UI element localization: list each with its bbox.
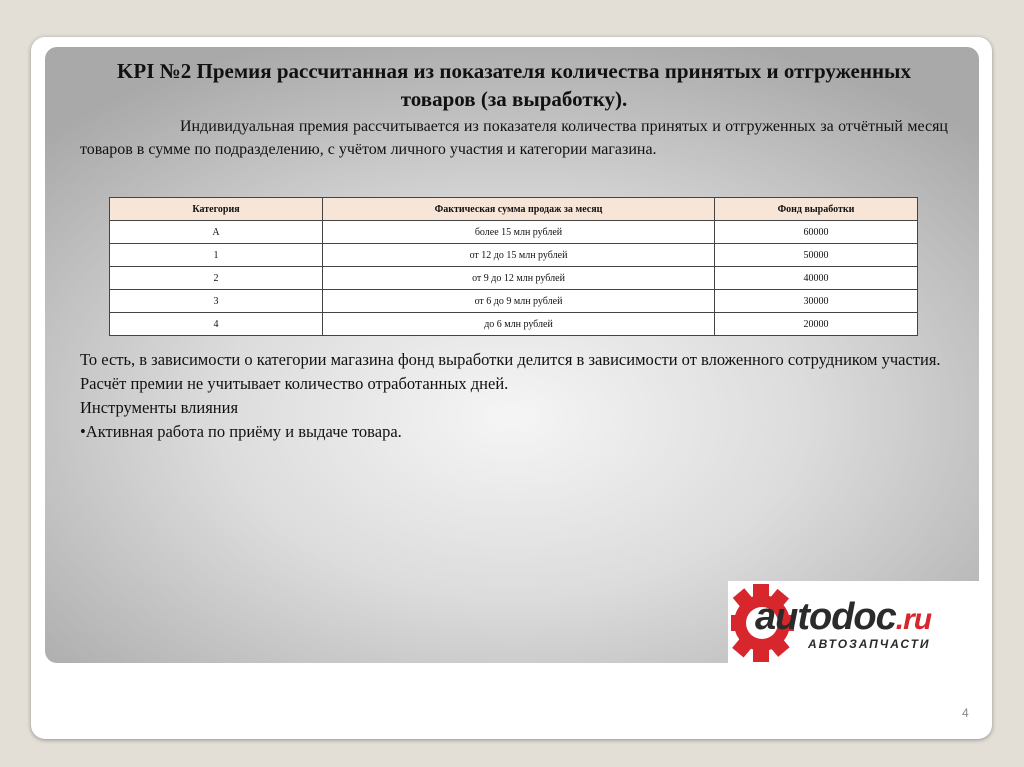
influence-tools-heading: Инструменты влияния <box>80 398 239 417</box>
cell-sales: до 6 млн рублей <box>323 313 715 336</box>
cell-category: 3 <box>110 290 323 313</box>
cell-fund: 60000 <box>715 221 918 244</box>
table-row <box>110 313 918 336</box>
cell-fund: 40000 <box>715 267 918 290</box>
logo-tld: .ru <box>895 603 932 636</box>
slide-title: KPI №2 Премия рассчитанная из показателя количества принятых и отгруженных товаров (за выработку). <box>117 59 911 111</box>
logo-subtitle: АВТОЗАПЧАСТИ <box>808 637 931 651</box>
intro-paragraph: Индивидуальная премия рассчитывается из показателя количества принятых и отгруженных за отчётный месяц товаров в сумме по подразделению, с учётом личного участия и категории магазина. <box>80 118 948 158</box>
table-row <box>110 244 918 267</box>
autodoc-logo <box>728 581 979 664</box>
logo-brand-name: autodoc <box>755 596 896 638</box>
cell-fund: 30000 <box>715 290 918 313</box>
cell-sales: от 12 до 15 млн рублей <box>323 244 715 267</box>
logo-brand <box>755 597 931 640</box>
header-category: Категория <box>110 198 323 221</box>
kpi-table <box>109 197 918 336</box>
cell-category: 4 <box>110 313 323 336</box>
explanation-paragraph: То есть, в зависимости о категории магазина фонд выработки делится в зависимости от вложенного сотрудником участия. <box>80 350 941 369</box>
bullet-item: •Активная работа по приёму и выдаче товара. <box>80 422 402 441</box>
days-note: Расчёт премии не учитывает количество отработанных дней. <box>80 374 509 393</box>
cell-fund: 50000 <box>715 244 918 267</box>
table-row <box>110 290 918 313</box>
cell-sales: от 6 до 9 млн рублей <box>323 290 715 313</box>
table-row <box>110 267 918 290</box>
table-row <box>110 221 918 244</box>
header-fund: Фонд выработки <box>715 198 918 221</box>
cell-category: 1 <box>110 244 323 267</box>
header-sales: Фактическая сумма продаж за месяц <box>323 198 715 221</box>
cell-category: 2 <box>110 267 323 290</box>
body-text <box>80 348 948 444</box>
table-header-row <box>110 198 918 221</box>
cell-sales: более 15 млн рублей <box>323 221 715 244</box>
cell-sales: от 9 до 12 млн рублей <box>323 267 715 290</box>
cell-fund: 20000 <box>715 313 918 336</box>
page-number: 4 <box>962 706 969 720</box>
cell-category: A <box>110 221 323 244</box>
